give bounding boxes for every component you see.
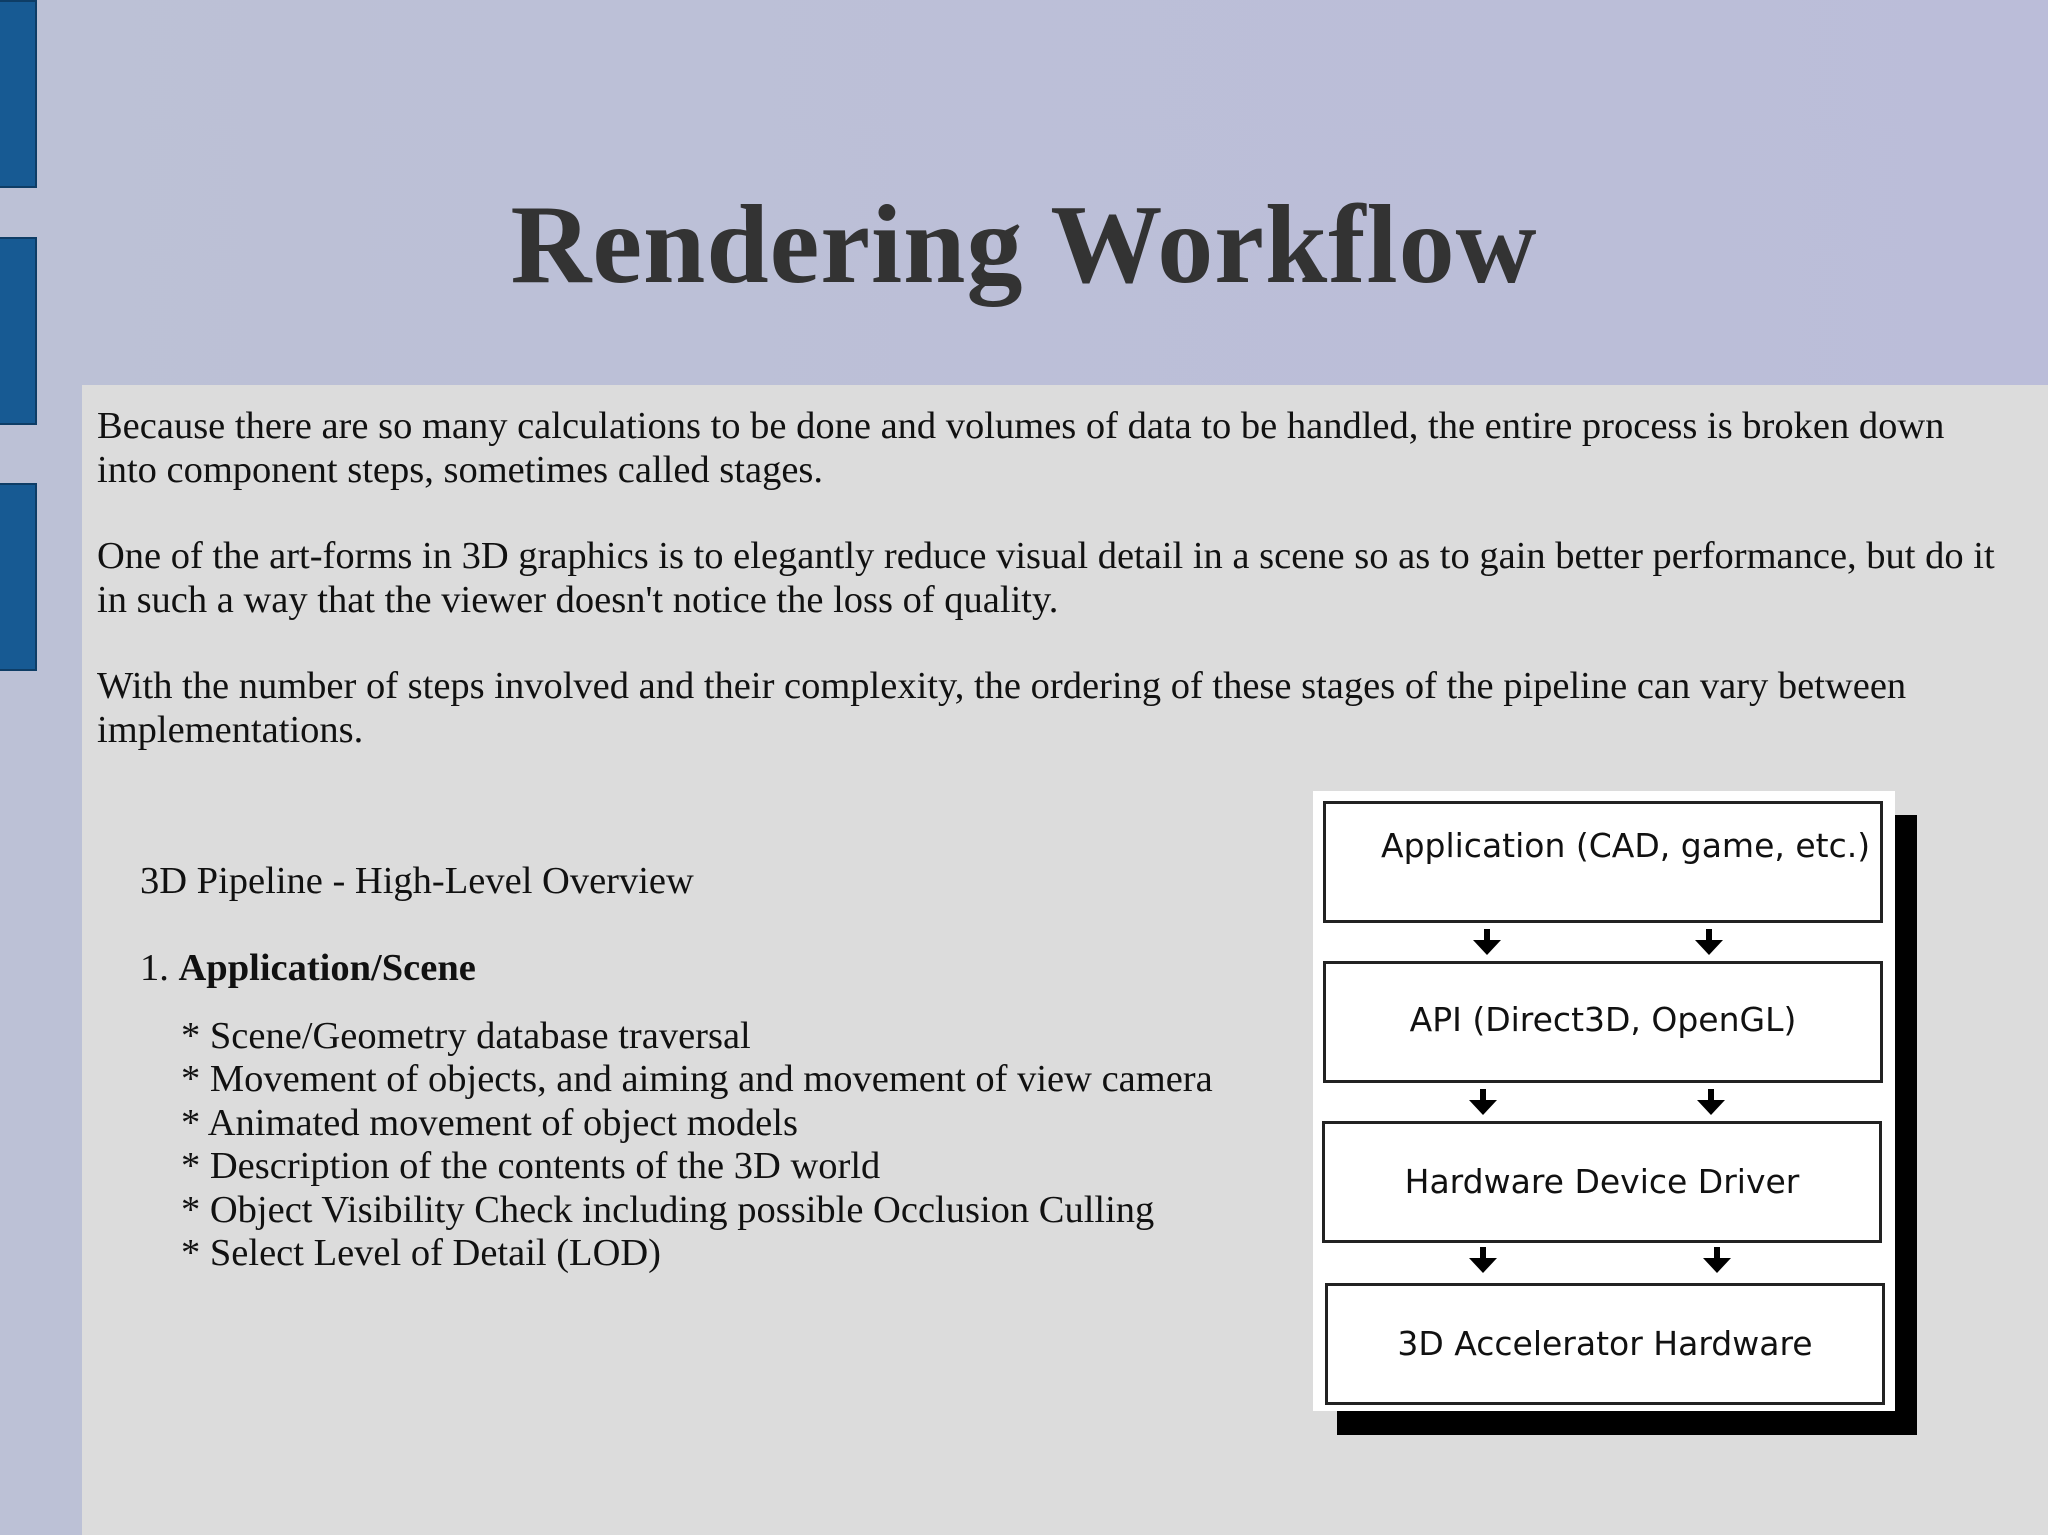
- side-tab-1: [0, 0, 37, 188]
- down-arrow-icon: [1469, 927, 1505, 957]
- box-hardware: 3D Accelerator Hardware: [1325, 1283, 1885, 1405]
- down-arrow-icon: [1691, 927, 1727, 957]
- item-number: 1.: [140, 947, 179, 989]
- paragraph-3: With the number of steps involved and their complexity, the ordering of these stages of the pipeline can vary between implementations.: [97, 665, 1907, 751]
- pipeline-diagram: [1313, 791, 1895, 1411]
- item-title: Application/Scene: [178, 947, 476, 989]
- slide-title: Rendering Workflow: [510, 183, 1538, 307]
- down-arrow-icon: [1699, 1245, 1735, 1275]
- spacer: [140, 904, 1310, 948]
- paragraph-2: One of the art-forms in 3D graphics is to elegantly reduce visual detail in a scene so as to gain better performance, but do it in such a way that the viewer doesn't notice the loss of quality.: [97, 535, 1995, 621]
- box-api: API (Direct3D, OpenGL): [1323, 961, 1883, 1083]
- pipeline-overview: [140, 860, 1310, 1276]
- side-tab-3: [0, 483, 37, 671]
- box-driver: Hardware Device Driver: [1322, 1121, 1882, 1243]
- down-arrow-icon: [1465, 1245, 1501, 1275]
- bullet-item: * Select Level of Detail (LOD): [181, 1232, 661, 1274]
- bullet-item: * Movement of objects, and aiming and movement of view camera: [181, 1058, 1213, 1100]
- bullet-item: * Object Visibility Check including possible Occlusion Culling: [181, 1188, 1155, 1231]
- spacer: [140, 991, 1310, 1015]
- down-arrow-icon: [1693, 1087, 1729, 1117]
- bullet-item: * Animated movement of object models: [181, 1101, 798, 1144]
- bullet-item: * Description of the contents of the 3D world: [181, 1145, 881, 1187]
- diagram-panel: [1313, 791, 1895, 1411]
- overview-heading: 3D Pipeline - High-Level Overview: [140, 860, 694, 902]
- bullet-item: * Scene/Geometry database traversal: [181, 1014, 751, 1057]
- paragraph-1: Because there are so many calculations to be done and volumes of data to be handled, the entire process is broken down into component steps, sometimes called stages.: [97, 405, 1945, 491]
- box-application: Application (CAD, game, etc.): [1323, 801, 1883, 923]
- overview-item: [140, 947, 1310, 991]
- down-arrow-icon: [1465, 1087, 1501, 1117]
